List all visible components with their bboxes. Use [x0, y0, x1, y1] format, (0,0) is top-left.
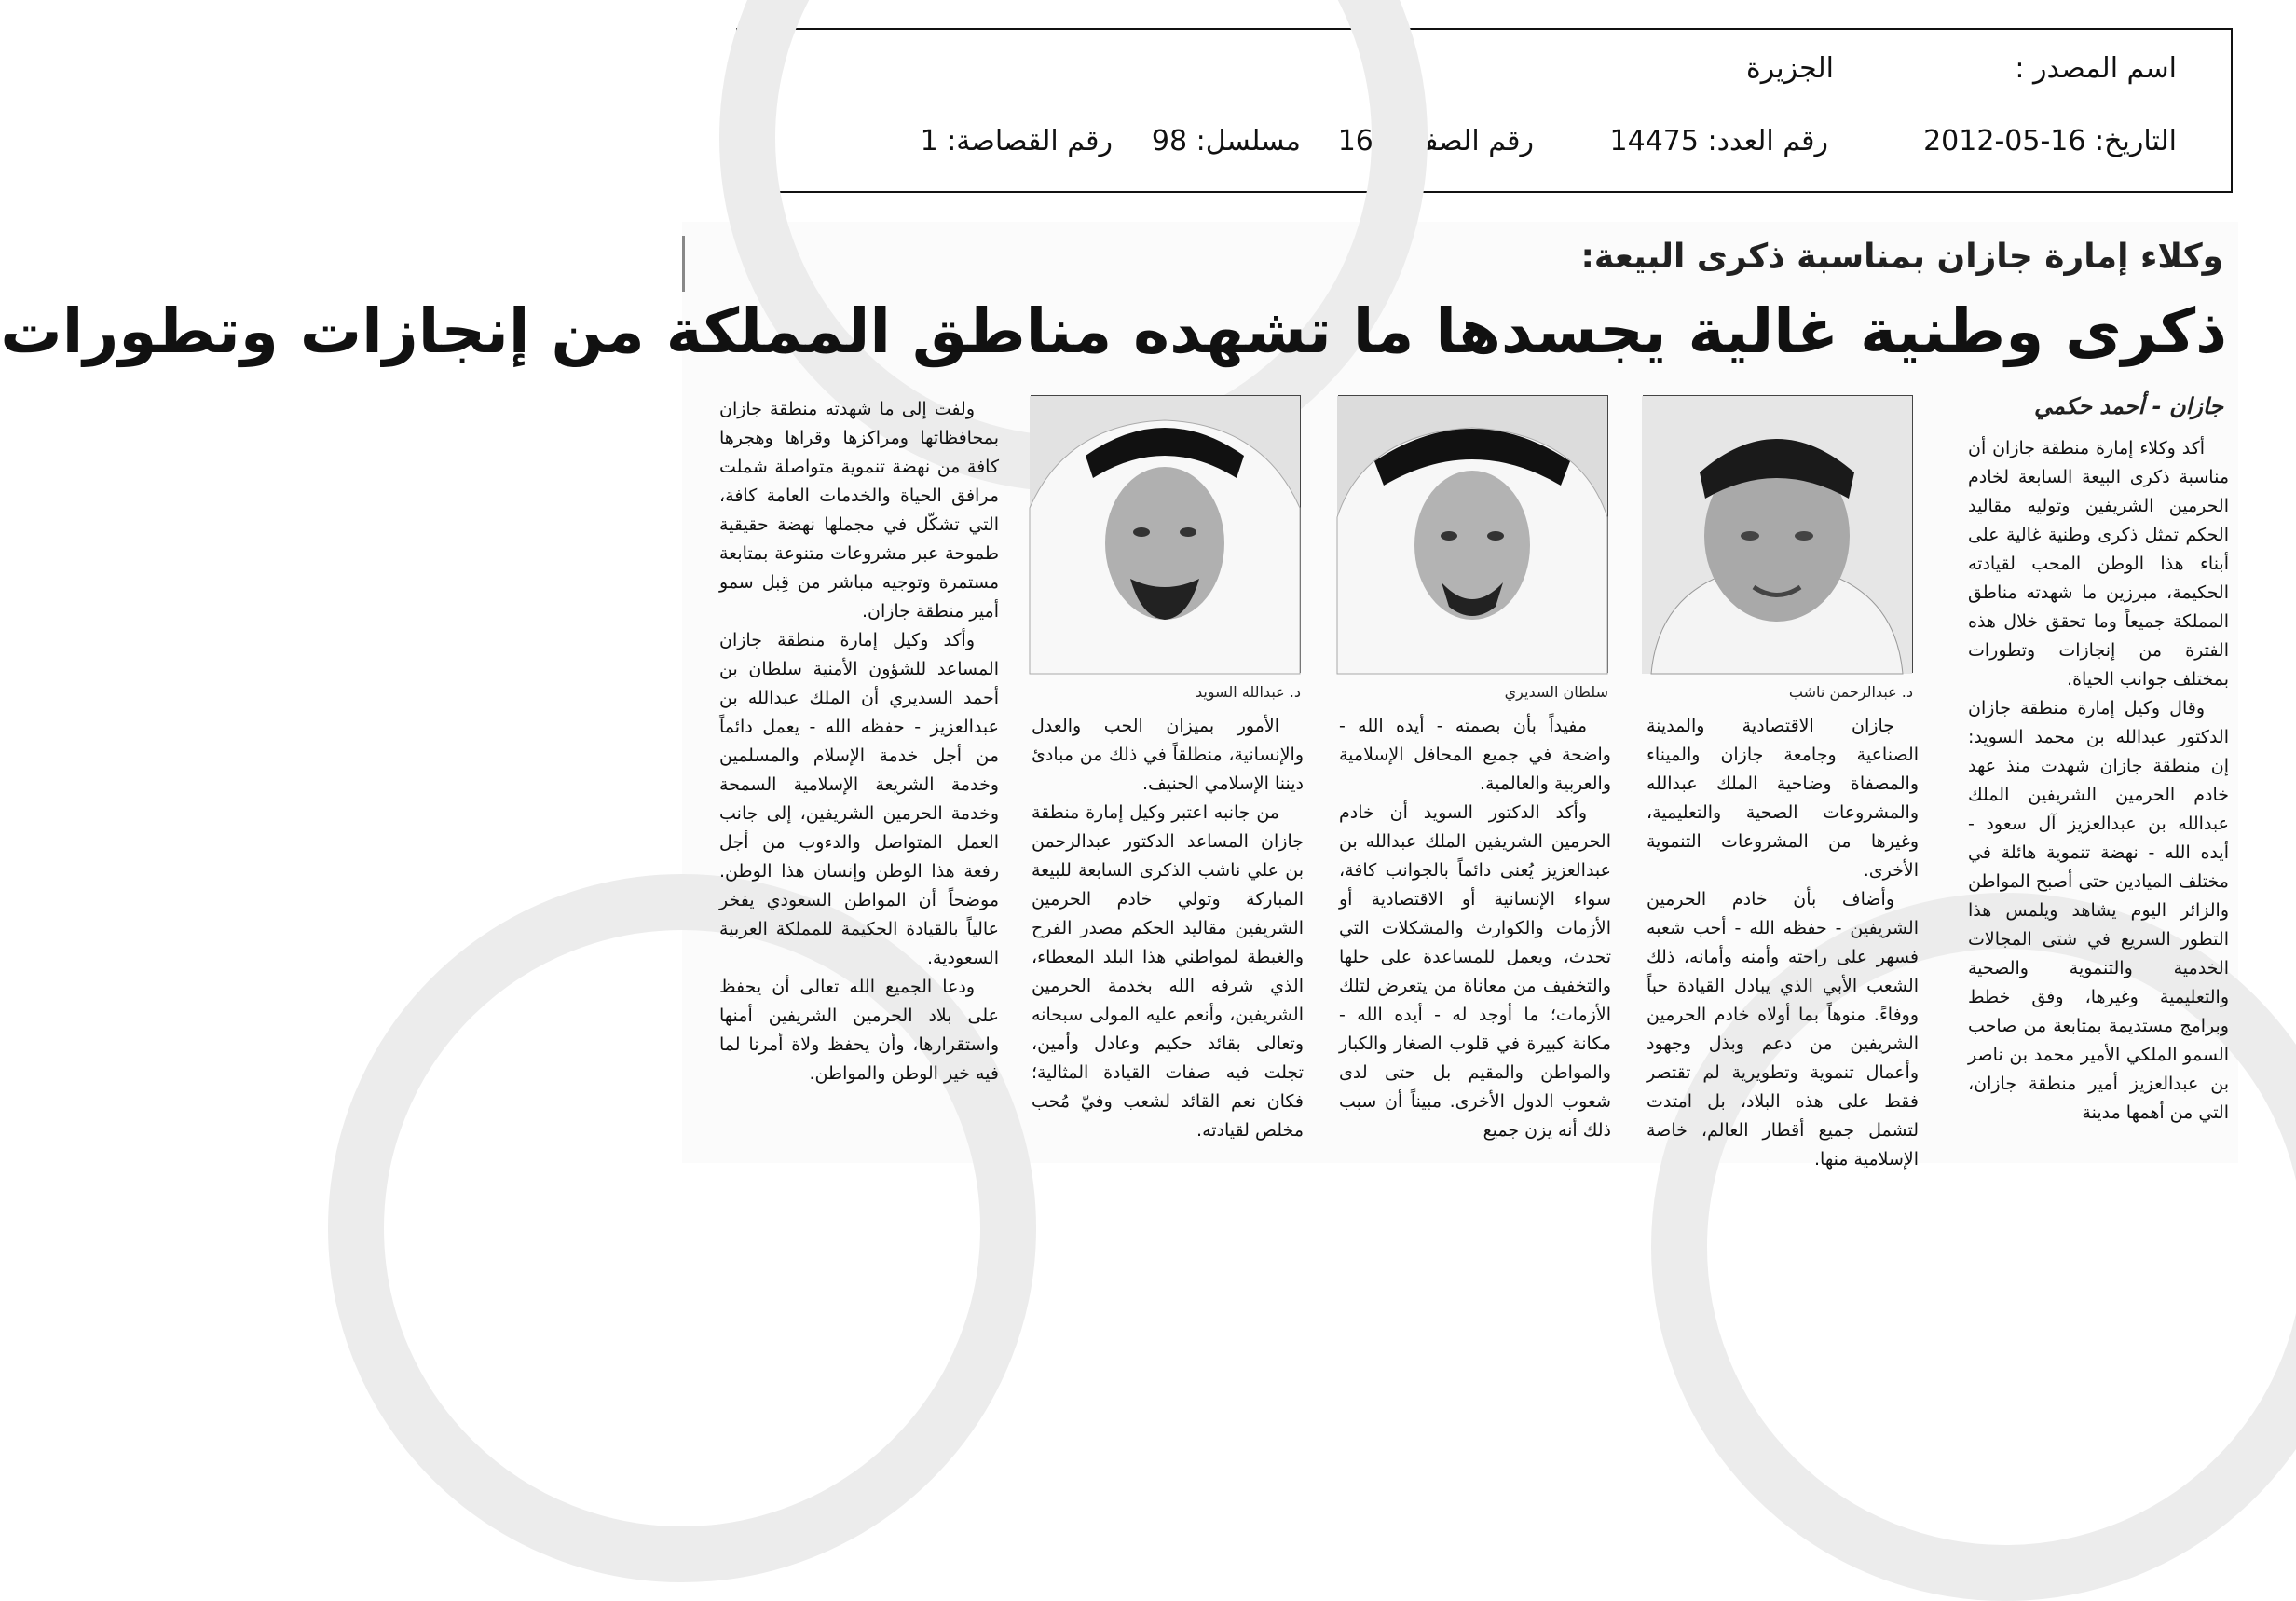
portrait-photo — [1031, 395, 1301, 673]
source-label: اسم المصدر : — [2015, 52, 2177, 85]
paragraph: الأمور بميزان الحب والعدل والإنسانية، منطلقاً في ذلك من مبادئ ديننا الإسلامي الحنيف. — [1032, 716, 1304, 794]
article-column-2 — [1647, 712, 1919, 1170]
paragraph: وأكد الدكتور السويد أن خادم الحرمين الشريفين الملك عبدالله بن عبدالعزيز يُعنى دائماً بالجوانب كافة، سواء الإنسانية أو الاقتصادية أو الأزمات والكوارث والمشكلات التي تحدث، ويعمل للمساعدة على حلها والتخفيف من معاناة من يتعرض لتلك الأزمات؛ ما أوجد له - أيده الله - مكانة كبيرة في قلوب الصغار والكبار والمواطن والمقيم بل حتى لدى شعوب الدول الأخرى. مبيناً أن سبب ذلك أنه يزن جميع — [1339, 802, 1611, 1141]
paragraph: أكد وكلاء إمارة منطقة جازان أن مناسبة ذكرى البيعة السابعة لخادم الحرمين الشريفين وتوليه مقاليد الحكم تمثل ذكرى وطنية غالية على أبناء هذا الوطن المحب لقيادته الحكيمة، مبرزين ما شهدته مناطق المملكة جميعاً وما تحقق خلال هذه الفترة من إنجازات وتطورات بمختلف جوانب الحياة. — [1968, 438, 2229, 690]
article-column-3 — [1339, 712, 1611, 1146]
issue-number-field: رقم العدد: 14475 — [1609, 125, 1828, 157]
paragraph: ودعا الجميع الله تعالى أن يحفظ على بلاد الحرمين الشريفين أمنها واستقرارها، وأن يحفظ ولاة أمرنا لما فيه خير الوطن والمواطن. — [719, 977, 999, 1084]
photo-caption: د. عبدالرحمن ناشب — [1788, 683, 1913, 701]
paragraph: ولفت إلى ما شهدته منطقة جازان بمحافظاتها ومراكزها وقراها وهجرها كافة من نهضة تنموية متواصلة شملت مرافق الحياة والخدمات العامة كافة، التي تشكّل في مجملها نهضة حقيقية طموحة عبر مشروعات متنوعة بمتابعة مستمرة وتوجيه مباشر من قِبل سمو أمير منطقة جازان. — [719, 399, 999, 622]
article-kicker: وكلاء إمارة جازان بمناسبة ذكرى البيعة: — [1580, 238, 2223, 276]
page-number-field: رقم الصفحة: 16 — [1337, 125, 1534, 157]
column-rule — [682, 236, 685, 292]
paragraph: وقال وكيل إمارة منطقة جازان الدكتور عبدالله بن محمد السويد: إن منطقة جازان شهدت منذ عهد خادم الحرمين الشريفين الملك عبدالله بن عبدالعزيز آل سعود - أيده الله - نهضة تنموية هائلة في مختلف الميادين حتى أصبح المواطن والزائر اليوم يشاهد ويلمس هذا التطور السريع في شتى المجالات الخدمية والتنموية والصحية والتعليمية وغيرها، وفق خطط وبرامج مستديمة بمتابعة من صاحب السمو الملكي الأمير محمد بن ناصر بن عبدالعزيز أمير منطقة جازان، التي من أهمها مدينة — [1968, 698, 2229, 1123]
portrait-photo — [1643, 395, 1913, 673]
article-column-4 — [1032, 712, 1304, 1146]
portrait-icon — [1337, 396, 1607, 674]
clipping-number-field: رقم القصاصة: 1 — [920, 125, 1113, 157]
paragraph: وأضاف بأن خادم الحرمين الشريفين - حفظه الله - أحب شعبه فسهر على راحته وأمنه وأمانه، ذلك الشعب الأبي الذي يبادل القيادة حباً ووفاءً. منوهاً بما أولاه خادم الحرمين الشريفين من دعم وبذل وجهود وأعمال تنموية وتطويرية لم تقتصر فقط على هذه البلاد، بل امتدت لتشمل جميع أقطار العالم، خاصة الإسلامية منها. — [1647, 889, 1919, 1170]
paragraph: جازان الاقتصادية والمدينة الصناعية وجامعة جازان والميناء والمصفاة وضاحية الملك عبدالله والمشروعات الصحية والتعليمية، وغيرها من المشروعات التنموية الأخرى. — [1647, 716, 1919, 881]
portrait-photo — [1338, 395, 1608, 673]
article-column-1 — [1968, 434, 2229, 1146]
portrait-icon — [1030, 396, 1300, 674]
article-byline: جازان - أحمد حكمي — [2033, 393, 2223, 419]
photo-caption: سلطان السديري — [1504, 683, 1608, 701]
paragraph: مفيداً بأن بصمته - أيده الله - واضحة في جميع المحافل الإسلامية والعربية والعالمية. — [1339, 716, 1611, 794]
article-headline: ذكرى وطنية غالية يجسدها ما تشهده مناطق المملكة من إنجازات وتطورات — [0, 295, 2227, 367]
paragraph: من جانبه اعتبر وكيل إمارة منطقة جازان المساعد الدكتور عبدالرحمن بن علي ناشب الذكرى السابعة للبيعة المباركة وتولي خادم الحرمين الشريفين مقاليد الحكم مصدر الفرح والغبطة لمواطني هذا البلد المعطاء، الذي شرفه الله بخدمة الحرمين الشريفين، وأنعم عليه المولى سبحانه وتعالى بقائد حكيم وعادل وأمين، تجلت فيه صفات القيادة المثالية؛ فكان نعم القائد لشعب وفيّ مُحب مخلص لقيادته. — [1032, 802, 1304, 1141]
serial-field: مسلسل: 98 — [1151, 125, 1301, 157]
source-value: الجزيرة — [1745, 52, 1834, 85]
article-column-5 — [719, 395, 999, 1146]
newspaper-clipping — [0, 222, 2238, 1170]
paragraph: وأكد وكيل إمارة منطقة جازان المساعد للشؤون الأمنية سلطان بن أحمد السديري أن الملك عبدالله بن عبدالعزيز - حفظه الله - يعمل دائماً من أجل خدمة الإسلام والمسلمين وخدمة الشريعة الإسلامية السمحة وخدمة الحرمين الشريفين، إلى جانب العمل المتواصل والدءوب من أجل رفعة هذا الوطن وإنسان هذا الوطن. موضحاً أن المواطن السعودي يفخر عالياً بالقيادة الحكيمة للمملكة العربية السعودية. — [719, 630, 999, 968]
date-field: التاريخ: 16-05-2012 — [1923, 125, 2177, 157]
portrait-icon — [1642, 396, 1912, 674]
photo-caption: د. عبدالله السويد — [1195, 683, 1301, 701]
